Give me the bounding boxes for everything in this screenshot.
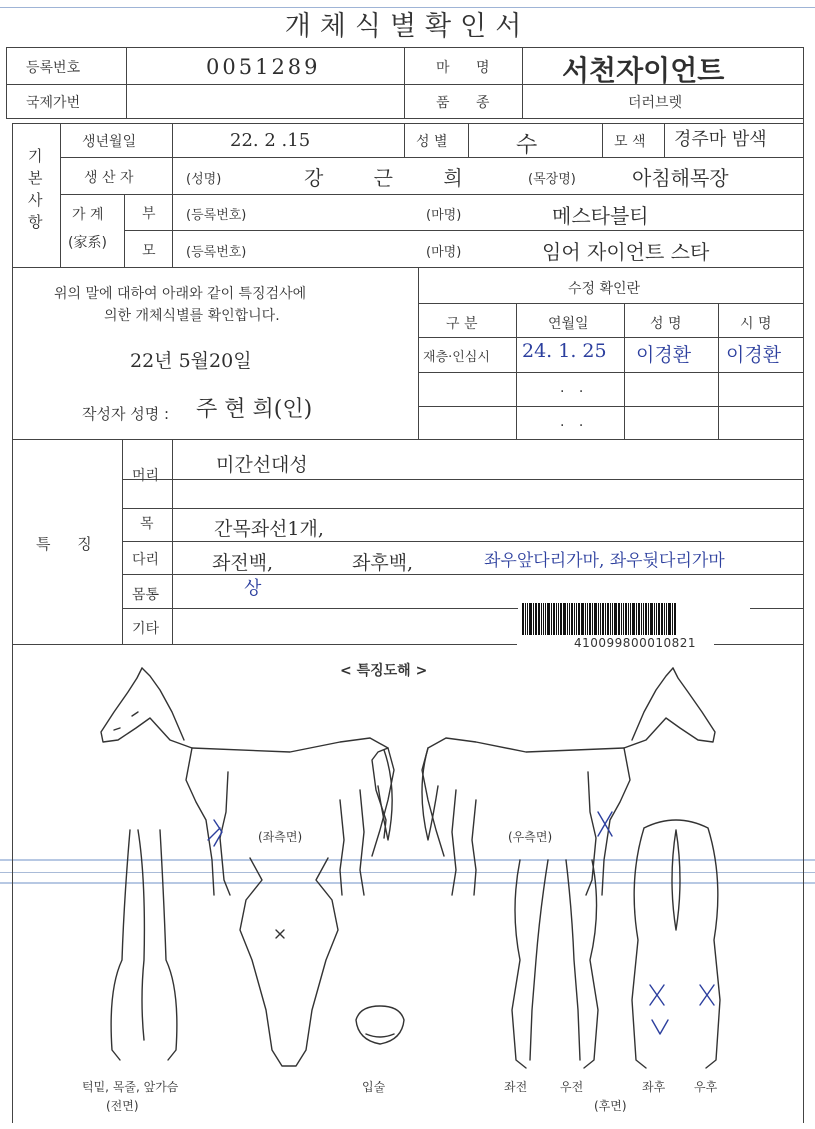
dam-reg-label: (등록번호) bbox=[186, 245, 247, 260]
diagram-front-subcaption: (전면) bbox=[106, 1099, 139, 1113]
revision-date: 24. 1. 25 bbox=[522, 340, 607, 362]
revision-col-sign: 시 명 bbox=[740, 316, 772, 332]
revision-header: 수정 확인란 bbox=[568, 281, 641, 297]
breeder-name-value: 강 근 희 bbox=[304, 166, 463, 190]
horse-head-drawing bbox=[240, 858, 338, 1066]
horse-front-legs-drawing bbox=[512, 860, 598, 1068]
diagram-rear-caption: (후면) bbox=[594, 1099, 627, 1113]
diagram-left-side-caption: (좌측면) bbox=[258, 830, 303, 844]
legs-value-3: 좌우앞다리가마, 좌우뒷다리가마 bbox=[484, 551, 725, 571]
sire-name-value: 메스타블티 bbox=[552, 204, 649, 228]
diagram-left-hind-caption: 좌후 bbox=[642, 1080, 666, 1094]
breeder-label: 생 산 자 bbox=[84, 170, 134, 186]
breed-value: 더러브렛 bbox=[628, 95, 683, 111]
farm-value: 아침해목장 bbox=[632, 166, 729, 190]
neck-label: 목 bbox=[140, 516, 154, 532]
reg-no-value: 0051289 bbox=[206, 55, 321, 79]
revision-col-name: 성 명 bbox=[650, 316, 682, 332]
document-title: 개체식별확인서 bbox=[284, 11, 531, 42]
confirm-date-value: 22년 5월20일 bbox=[130, 350, 252, 372]
author-label: 작성자 성명 : bbox=[82, 405, 170, 423]
features-section-label: 특 징 bbox=[36, 535, 92, 553]
sex-label: 성 별 bbox=[416, 134, 448, 150]
neck-value: 간목좌선1개, bbox=[214, 518, 324, 540]
sire-reg-label: (등록번호) bbox=[186, 208, 247, 223]
breeder-name-label: (성명) bbox=[186, 172, 222, 187]
dam-label: 모 bbox=[142, 243, 156, 259]
revision-col-date: 연월일 bbox=[548, 316, 589, 332]
sire-name-label: (마명) bbox=[426, 208, 462, 223]
horse-rear-view-drawing bbox=[632, 820, 720, 1068]
revision-col-type: 구 분 bbox=[446, 316, 478, 332]
horse-name-value: 서천자이언트 bbox=[562, 54, 725, 87]
legs-value-4: 상 bbox=[244, 578, 262, 599]
legs-value-1: 좌전백, bbox=[212, 552, 274, 574]
horse-right-side-drawing bbox=[422, 668, 715, 895]
coat-value: 경주마 밤색 bbox=[674, 129, 767, 150]
barcode-number: 410099800010821 bbox=[574, 636, 697, 650]
breed-label: 품 종 bbox=[436, 95, 490, 111]
intl-no-label: 국제가번 bbox=[26, 95, 81, 111]
diagram-lips-caption: 입술 bbox=[362, 1080, 386, 1094]
lineage-hanja: (家系) bbox=[68, 235, 107, 251]
revision-sign: 이경환 bbox=[726, 344, 782, 366]
revision-date: . . bbox=[560, 380, 584, 396]
coat-label: 모 색 bbox=[614, 134, 646, 150]
diagram-title: < 특징도해 > bbox=[340, 663, 428, 679]
body-label: 몸통 bbox=[132, 587, 160, 603]
farm-label: (목장명) bbox=[528, 172, 576, 187]
legs-label: 다리 bbox=[132, 552, 160, 568]
name-label: 마 명 bbox=[436, 60, 490, 76]
revision-name: 이경환 bbox=[636, 344, 692, 366]
birth-label: 생년월일 bbox=[82, 134, 137, 150]
diagram-right-side-caption: (우측면) bbox=[508, 830, 553, 844]
revision-date: . . bbox=[560, 414, 584, 430]
sex-value: 수 bbox=[516, 133, 538, 158]
reg-no-label: 등록번호 bbox=[26, 60, 81, 76]
horse-front-view-drawing bbox=[111, 820, 222, 1060]
dam-name-value: 임어 자이언트 스타 bbox=[542, 240, 710, 264]
dam-name-label: (마명) bbox=[426, 245, 462, 260]
revision-type: 재층·인심시 bbox=[423, 350, 490, 365]
head-value: 미간선대성 bbox=[216, 454, 308, 476]
sire-label: 부 bbox=[142, 206, 156, 222]
legs-value-2: 좌후백, bbox=[352, 552, 414, 574]
horse-left-side-drawing bbox=[101, 668, 394, 895]
basic-section-label: 기본사항 bbox=[28, 147, 43, 231]
other-label: 기타 bbox=[132, 621, 160, 637]
diagram-right-hind-caption: 우후 bbox=[694, 1080, 718, 1094]
confirm-line-2: 의한 개체식별를 확인합니다. bbox=[104, 308, 280, 324]
author-signature: 주 현 희(인) bbox=[196, 397, 313, 422]
horse-lips-drawing bbox=[356, 1006, 404, 1044]
diagram-right-front-caption: 우전 bbox=[560, 1080, 584, 1094]
lineage-label: 가 계 bbox=[72, 207, 104, 223]
diagram-left-front-caption: 좌전 bbox=[504, 1080, 528, 1094]
birth-value: 22. 2 .15 bbox=[230, 130, 311, 151]
diagram-front-caption: 턱밑, 목줄, 앞가슴 bbox=[82, 1080, 179, 1094]
confirm-line-1: 위의 말에 대하여 아래와 같이 특징검사에 bbox=[54, 286, 307, 302]
head-label: 머리 bbox=[132, 468, 160, 484]
